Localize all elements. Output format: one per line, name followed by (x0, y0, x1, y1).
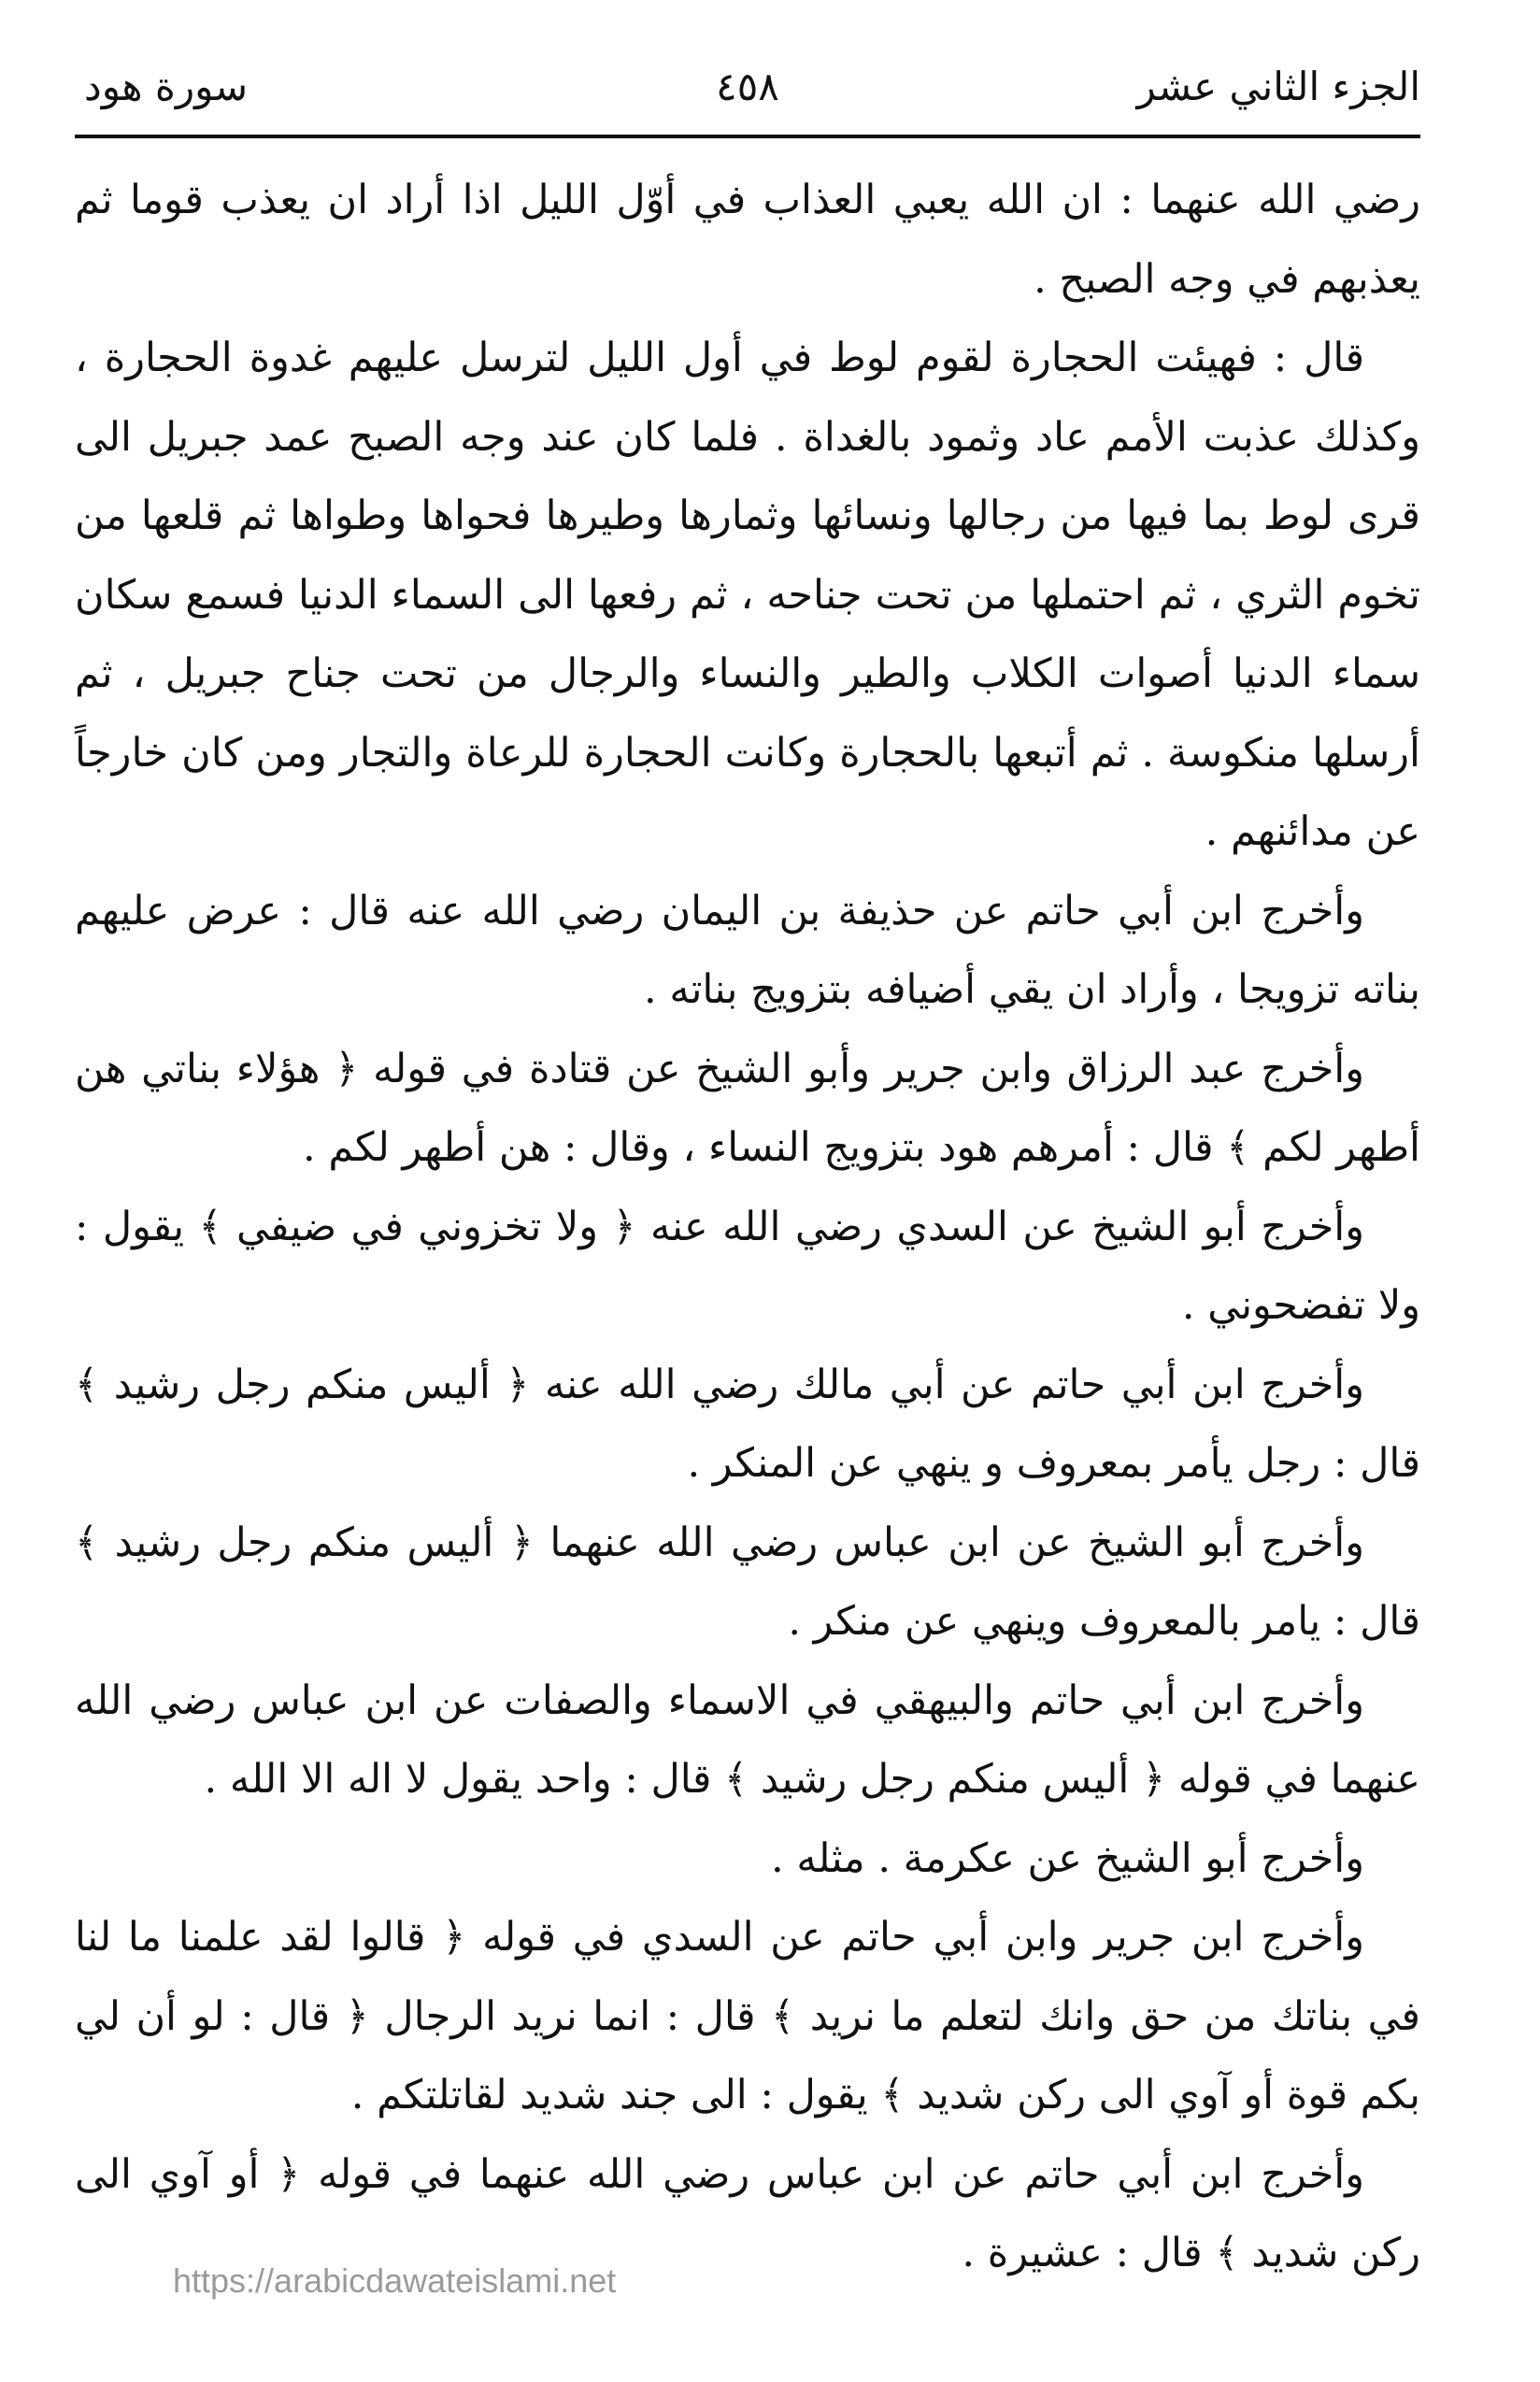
surah-title: سورة هود (84, 64, 249, 109)
running-header (75, 47, 1420, 131)
paragraph: وأخرج أبو الشيخ عن السدي رضي الله عنه ﴿ ولا تخزوني في ضيفي ﴾ يقول : ولا تفضحوني . (75, 1203, 1420, 1329)
paragraph: وأخرج ابن أبي حاتم عن أبي مالك رضي الله عنه ﴿ أليس منكم رجل رشيد ﴾ قال : رجل يأمر بمعروف و ينهي عن المنكر . (75, 1361, 1420, 1487)
paragraph: وأخرج عبد الرزاق وابن جرير وأبو الشيخ عن قتادة في قوله ﴿ هؤلاء بناتي هن أطهر لكم ﴾ قال : أمرهم هود بتزويج النساء ، وقال : هن أطهر لكم . (75, 1045, 1420, 1171)
header-rule (75, 135, 1420, 138)
page-number: ٤٥٨ (716, 64, 779, 109)
paragraph: وأخرج ابن أبي حاتم عن حذيفة بن اليمان رضي الله عنه قال : عرض عليهم بناته تزويجا ، وأراد ان يقي أضيافه بتزويج بناته . (75, 887, 1420, 1013)
paragraph: وأخرج ابن أبي حاتم والبيهقي في الاسماء والصفات عن ابن عباس رضي الله عنهما في قوله ﴿ أليس منكم رجل رشيد ﴾ قال : واحد يقول لا اله الا الله . (75, 1676, 1420, 1803)
paragraph: وأخرج ابن أبي حاتم عن ابن عباس رضي الله عنهما في قوله ﴿ أو آوي الى ركن شديد ﴾ قال : عشيرة . (75, 2150, 1420, 2276)
paragraph: وأخرج أبو الشيخ عن عكرمة . مثله . (771, 1834, 1364, 1882)
page-body (75, 161, 1420, 2293)
source-watermark: https://arabicdawateislami.net (173, 2261, 617, 2300)
paragraph: وأخرج ابن جرير وابن أبي حاتم عن السدي في قوله ﴿ قالوا لقد علمنا ما لنا في بناتك من حق وانك لتعلم ما نريد ﴾ قال : انما نريد الرجال ﴿ قال : لو أن لي بكم قوة أو آوي الى ركن شديد ﴾ يقول : الى جند شديد لقاتلتكم . (75, 1914, 1420, 2118)
paragraph: وأخرج أبو الشيخ عن ابن عباس رضي الله عنهما ﴿ أليس منكم رجل رشيد ﴾ قال : يامر بالمعروف وينهي عن منكر . (75, 1519, 1420, 1645)
paragraph: قال : فهيئت الحجارة لقوم لوط في أول الليل لترسل عليهم غدوة الحجارة ، وكذلك عذبت الأمم عاد وثمود بالغداة . فلما كان عند وجه الصبح عمد جبريل الى قرى لوط بما فيها من رجالها ونسائها وثمارها وطيرها فحواها وطواها ثم قلعها من تخوم الثري ، ثم احتملها من تحت جناحه ، ثم رفعها الى السماء الدنيا فسمع سكان سماء الدنيا أصوات الكلاب والطير والنساء والرجال من تحت جناح جبريل ، ثم أرسلها منكوسة . ثم أتبعها بالحجارة وكانت الحجارة للرعاة والتجار ومن كان خارجاً عن مدائنهم . (75, 335, 1420, 855)
book-page (75, 47, 1420, 2327)
part-title: الجزء الثاني عشر (1136, 64, 1420, 109)
paragraph: رضي الله عنهما : ان الله يعبي العذاب في أوّل الليل اذا أراد ان يعذب قوما ثم يعذبهم في وجه الصبح . (75, 177, 1420, 303)
